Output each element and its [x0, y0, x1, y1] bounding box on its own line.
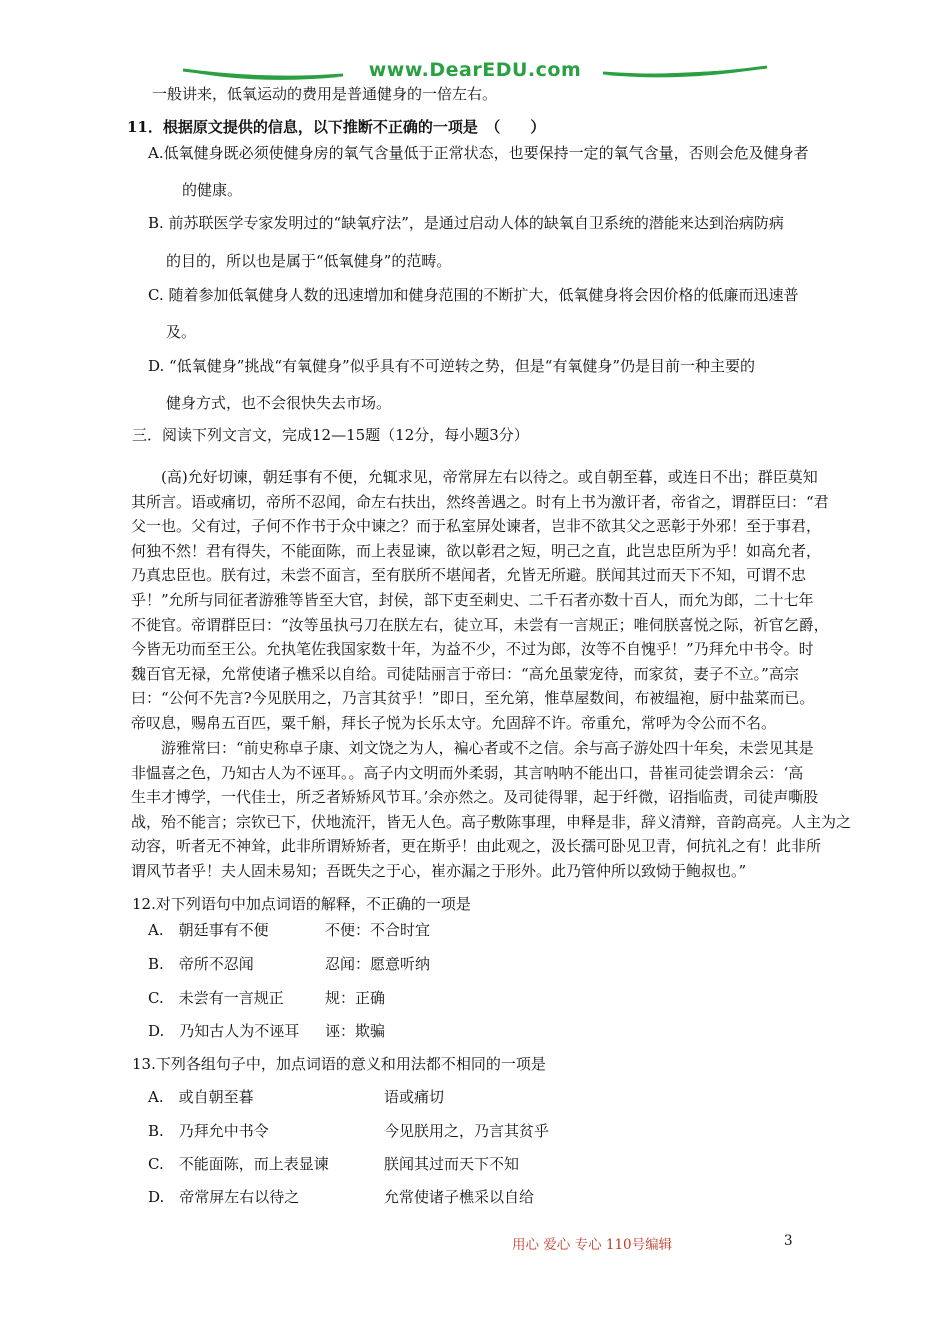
q13-stem: 13.下列各组句子中，加点词语的意义和用法都不相同的一项是 [132, 1055, 546, 1073]
q13-option-a-right: 语或痛切 [384, 1088, 445, 1106]
q12-option-b-gloss: 忍闻：愿意听纳 [325, 955, 431, 973]
q12-option-a-gloss: 不便：不合时宜 [325, 921, 431, 939]
passage-line: 生丰才博学，一代佳士，所乏者矫矫风节耳。’余亦然之。及司徒得罪，起于纤微，诏指临责，司徒声嘶股 [131, 788, 819, 807]
passage-paragraph-1 [131, 465, 829, 736]
q11-option-b: B. 前苏联医学专家发明过的“缺氧疗法”，是通过启动人体的缺氧自卫系统的潜能来达到治病防病 [148, 214, 784, 232]
passage-line: 谓风节者乎！夫人固未易知；吾既失之于心，崔亦漏之于形外。此乃管仲所以致恸于鲍叔也。” [131, 861, 747, 880]
q12-option-a-sentence: A. 朝廷事有不便 [148, 921, 269, 939]
passage-line: 非愠喜之色，乃知古人为不诬耳。。高子内文明而外柔弱，其言呐呐不能出口，昔崔司徒尝谓余云：‘高 [131, 763, 804, 782]
passage-line: 曰：“公何不先言?今见朕用之，乃言其贫乎！”即日，至允第，惟草屋数间，布被缊袍，厨中盐菜而已。 [131, 689, 815, 708]
page-number: 3 [784, 1233, 793, 1249]
passage-line: 不徙官。帝谓群臣曰：“汝等虽执弓刀在朕左右，徒立耳，未尝有一言规正；唯伺朕喜悦之际，祈官乞爵， [131, 615, 829, 634]
q12-option-c-sentence: C. 未尝有一言规正 [148, 989, 284, 1007]
intro-line: 一般讲来，低氧运动的费用是普通健身的一倍左右。 [152, 85, 498, 103]
passage-paragraph-2 [131, 736, 851, 884]
passage-line: 动容，听者无不神耸，此非所谓矫矫者，更在斯乎！由此观之，汲长孺可卧见卫青，何抗礼之有！此非所 [131, 837, 822, 856]
passage-line: 帝叹息，赐帛五百匹，粟千斛，拜长子悦为长乐太守。允固辞不许。帝重允，常呼为令公而不名。 [131, 713, 777, 732]
q11-option-a: A.低氧健身既必须使健身房的氧气含量低于正常状态，也要保持一定的氧气含量，否则会危及健身者 [148, 144, 809, 162]
section-3-heading: 三．阅读下列文言文，完成12—15题（12分，每小题3分） [132, 426, 529, 444]
passage-line: 父一也。父有过，子何不作书于众中谏之？而于私室屏处谏者，岂非不欲其父之恶彰于外邪！至于事君， [131, 517, 822, 536]
q11-option-a-cont: 的健康。 [182, 181, 243, 199]
q12-option-c-gloss: 规：正确 [325, 989, 386, 1007]
q13-option-c-right: 朕闻其过而天下不知 [384, 1155, 520, 1173]
q13-option-c-left: C. 不能面陈，而上表显谏 [148, 1155, 329, 1173]
site-url: www.DearEDU.com [368, 59, 582, 81]
q11-option-d: D. “低氧健身”挑战“有氧健身”似乎具有不可逆转之势，但是“有氧健身”仍是目前一种主要的 [148, 357, 756, 375]
q12-option-b-sentence: B. 帝所不忍闻 [148, 955, 254, 973]
q11-option-c-cont: 及。 [166, 323, 197, 341]
passage-line: 魏百官无禄，允常使诸子樵采以自给。司徒陆丽言于帝曰：“高允虽蒙宠待，而家贫，妻子不立。”高宗 [131, 664, 799, 683]
q13-option-a-left: A. 或自朝至暮 [148, 1088, 254, 1106]
q13-option-d-right: 允常使诸子樵采以自给 [384, 1188, 535, 1206]
passage-line: 乎！”允所与同征者游雅等皆至大官，封侯，部下吏至刺史、二千石者亦数十百人，而允为郎，二十七年 [131, 590, 814, 609]
q13-option-b-left: B. 乃拜允中书令 [148, 1122, 269, 1140]
q11-option-b-cont: 的目的，所以也是属于“低氧健身”的范畴。 [166, 252, 452, 270]
q11-stem: 11．根据原文提供的信息，以下推断不正确的一项是 （ ） [127, 118, 546, 136]
q13-option-d-left: D. 帝常屏左右以待之 [148, 1188, 300, 1206]
q12-option-d-sentence: D. 乃知古人为不诬耳 [148, 1022, 300, 1040]
q12-stem: 12.对下列语句中加点词语的解释，不正确的一项是 [132, 895, 471, 913]
q13-option-b-right: 今见朕用之，乃言其贫乎 [384, 1122, 550, 1140]
q11-option-c: C. 随着参加低氧健身人数的迅速增加和健身范围的不断扩大，低氧健身将会因价格的低廉而迅速普 [148, 286, 799, 304]
q11-option-d-cont: 健身方式，也不会很快失去市场。 [166, 394, 392, 412]
passage-line: 今皆无功而至王公。允执笔佐我国家数十年，为益不少，不过为郎，汝等不自愧乎！”乃拜允中书令。时 [131, 640, 814, 659]
passage-line: 战，殆不能言；宗钦已下，伏地流汗，皆无人色。高子敷陈事理，申释是非，辞义清辩，音韵高亮。人主为之 [131, 812, 852, 831]
passage-line: (高)允好切谏，朝廷事有不便，允辄求见，帝常屏左右以待之。或自朝至暮，或连日不出；群臣莫知 [131, 468, 818, 486]
q12-option-d-gloss: 诬：欺骗 [325, 1022, 386, 1040]
passage-line: 其所言。语或痛切，帝所不忍闻，命左右扶出，然终善遇之。时有上书为激讦者，帝省之，谓群臣曰：“君 [131, 492, 829, 511]
passage-line: 游雅常曰：“前史称卓子康、刘文饶之为人，褊心者或不之信。余与高子游处四十年矣，未尝见其是 [131, 739, 814, 757]
passage-line: 何独不然！君有得失，不能面陈，而上表显谏，欲以彰君之短，明己之直，此岂忠臣所为乎！如高允者， [131, 541, 822, 560]
footer-slogan: 用心 爱心 专心 110号编辑 [512, 1237, 673, 1253]
passage-line: 乃真忠臣也。朕有过，未尝不面言，至有朕所不堪闻者，允皆无所避。朕闻其过而天下不知，可谓不忠 [131, 566, 807, 585]
